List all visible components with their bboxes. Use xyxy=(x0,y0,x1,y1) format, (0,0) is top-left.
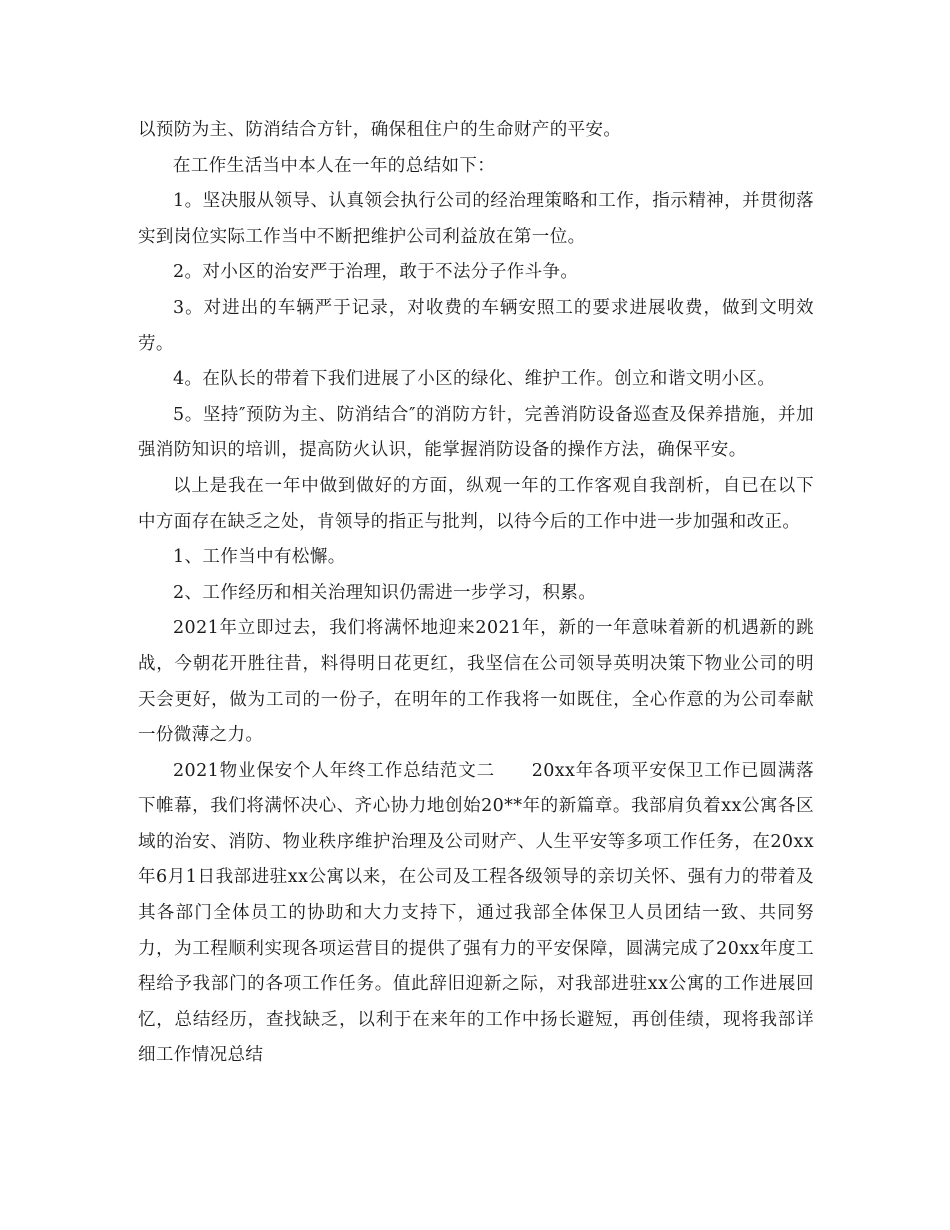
paragraph-shortcoming-2: 2、工作经历和相关治理知识仍需进一步学习，积累。 xyxy=(173,582,597,603)
document-body xyxy=(138,113,814,1074)
paragraph-self-review: 以上是我在一年中做到做好的方面，纵观一年的工作客观自我剖析，自已在以下中方面存在缺乏之处，肯领导的指正与批判，以待今后的工作中进一步加强和改正。 xyxy=(138,475,814,532)
paragraph-item-4: 4。在队长的带着下我们进展了小区的绿化、维护工作。创立和谐文明小区。 xyxy=(173,369,776,390)
paragraph-outlook: 2021年立即过去，我们将满怀地迎来2021年，新的一年意味着新的机遇新的跳战，今朝花开胜往昔，料得明日花更红，我坚信在公司领导英明决策下物业公司的明天会更好，做为工司的一份子，在明年的工作我将一如既住，全心作意的为公司奉献一份微薄之力。 xyxy=(138,618,814,746)
paragraph-summary-intro: 在工作生活当中本人在一年的总结如下： xyxy=(173,155,496,176)
paragraph-item-1: 1。坚决服从领导、认真领会执行公司的经治理策略和工作，指示精神，并贯彻落实到岗位实际工作当中不断把维护公司利益放在第一位。 xyxy=(138,191,814,247)
paragraph-shortcoming-1: 1、工作当中有松懈。 xyxy=(173,547,346,568)
paragraph-sample-two: 2021物业保安个人年终工作总结范文二 20xx年各项平安保卫工作已圆满落下帷幕，我们将满怀决心、齐心协力地创始20**年的新篇章。我部肩负着xx公寓各区域的治安、消防、物业秩序维护治理及公司财产、人生平安等多项工作任务，在20xx年6月1日我部进驻xx公寓以来，在公司及工程各级领导的亲切关怀、强有力的带着及其各部门全体员工的协助和大力支持下，通过我部全体保卫人员团结一致、共同努力，为工程顺利实现各项运营目的提供了强有力的平安保障，圆满完成了20xx年度工程给予我部门的各项工作任务。值此辞旧迎新之际，对我部进驻xx公寓的工作进展回忆，总结经历，查找缺乏，以利于在来年的工作中扬长避短，再创佳绩，现将我部详细工作情况总结 xyxy=(138,760,814,1066)
paragraph-item-3: 3。对进出的车辆严于记录，对收费的车辆安照工的要求进展收费，做到文明效劳。 xyxy=(138,297,814,354)
paragraph-continuation: 以预防为主、防消结合方针，确保租住户的生命财产的平安。 xyxy=(138,120,622,140)
paragraph-item-2: 2。对小区的治安严于治理，敢于不法分子作斗争。 xyxy=(173,262,579,283)
paragraph-item-5: 5。坚持″预防为主、防消结合″的消防方针，完善消防设备巡查及保养措施，并加强消防知识的培训，提高防火认识，能掌握消防设备的操作方法，确保平安。 xyxy=(138,404,814,461)
